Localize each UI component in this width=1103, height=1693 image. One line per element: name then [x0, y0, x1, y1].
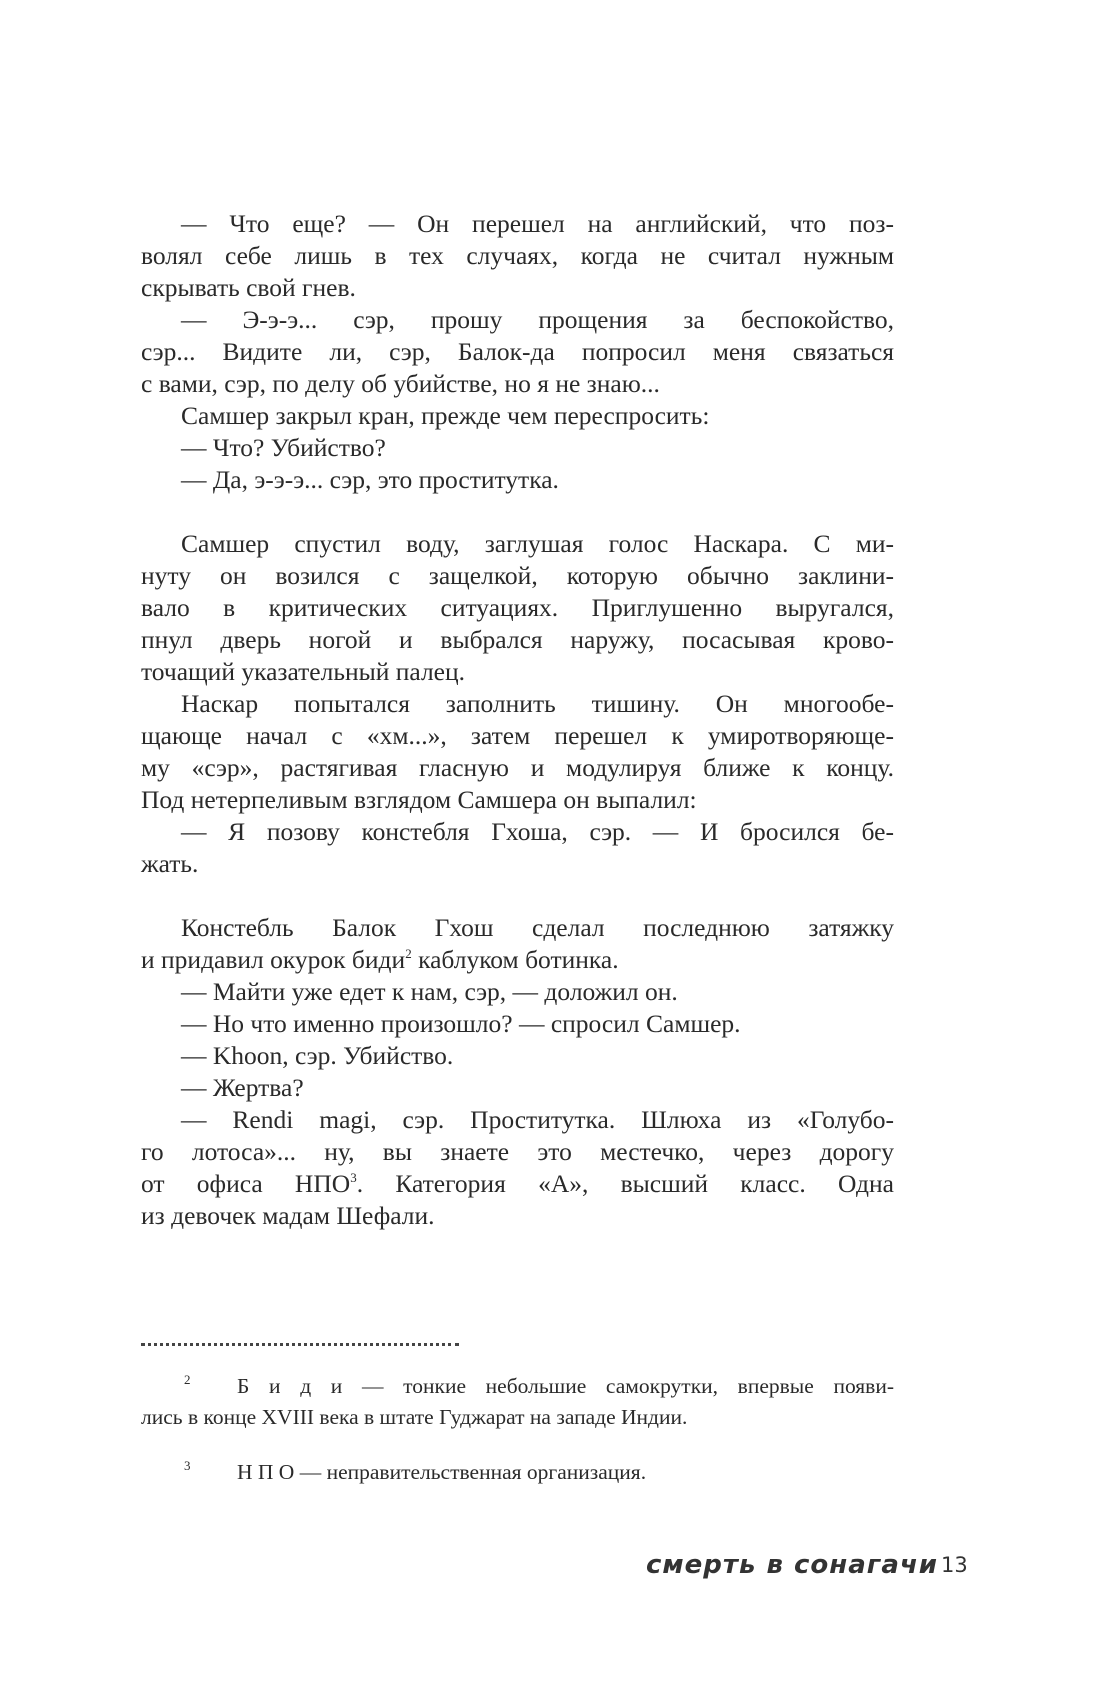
text-line: — Я позову констебля Гхоша, сэр. — И бросился бе- [181, 817, 894, 846]
footnote-text: Н П О — неправительственная организация. [237, 1460, 647, 1484]
text-line: Под нетерпеливым взглядом Самшера он выпалил: [141, 785, 697, 814]
footnote-text: лись в конце XVIII века в штате Гуджарат на западе Индии. [141, 1405, 688, 1429]
footnote-ref[interactable]: 3 [350, 1170, 357, 1185]
text-line: Наскар попытался заполнить тишину. Он многообе- [181, 689, 894, 718]
text-line: из девочек мадам Шефали. [141, 1201, 435, 1230]
footnote-number: 2 [184, 1372, 191, 1387]
text-line: щающе начал с «хм...», затем перешел к умиротворяюще- [141, 721, 894, 750]
footnote-separator [141, 1343, 459, 1346]
text-line: — Майти уже едет к нам, сэр, — доложил он. [181, 977, 678, 1006]
text-span: от офиса НПО [141, 1169, 351, 1198]
text-line [141, 944, 894, 976]
text-line: му «сэр», растягивая гласную и модулируя ближе к концу. [141, 753, 894, 782]
text-line: скрывать свой гнев. [141, 273, 356, 302]
text-line: Самшер спустил воду, заглушая голос Наскара. С ми- [181, 529, 894, 558]
text-line: — Да, э-э-э... сэр, это проститутка. [181, 465, 559, 494]
text-line: волял себе лишь в тех случаях, когда не считал нужным [141, 241, 894, 270]
text-span: . Категория «А», высший класс. Одна [356, 1169, 894, 1198]
text-line [141, 1168, 894, 1200]
text-line: — Но что именно произошло? — спросил Самшер. [181, 1009, 741, 1038]
text-line: — Э-э-э... сэр, прошу прощения за беспокойство, [181, 305, 894, 334]
text-line: — Rendi magi, сэр. Проститутка. Шлюха из «Голубо- [181, 1105, 894, 1134]
text-line: Констебль Балок Гхош сделал последнюю затяжку [181, 913, 894, 942]
text-line: — Что еще? — Он перешел на английский, что поз- [181, 209, 894, 238]
text-line: вало в критических ситуациях. Приглушенно выругался, [141, 593, 894, 622]
text-line: — Что? Убийство? [181, 433, 386, 462]
text-line: го лотоса»... ну, вы знаете это местечко, через дорогу [141, 1137, 894, 1166]
text-line: нуту он возился с защелкой, которую обычно заклини- [141, 561, 894, 590]
text-line: с вами, сэр, по делу об убийстве, но я не знаю... [141, 369, 660, 398]
text-line: точащий указательный палец. [141, 657, 466, 686]
text-line: пнул дверь ногой и выбрался наружу, посасывая крово- [141, 625, 894, 654]
text-span: и придавил окурок биди [141, 945, 406, 974]
text-span: каблуком ботинка. [411, 945, 619, 974]
running-footer-title: смерть в сонагачи [646, 1550, 938, 1580]
text-line: — Жертва? [181, 1073, 304, 1102]
text-line: сэр... Видите ли, сэр, Балок-да попросил меня связаться [141, 337, 894, 366]
footnote-number: 3 [184, 1458, 191, 1473]
footnote-text: Б и д и — тонкие небольшие самокрутки, впервые появи- [237, 1374, 894, 1398]
page-number: 13 [941, 1553, 968, 1577]
text-line: жать. [141, 849, 199, 878]
text-line: Самшер закрыл кран, прежде чем переспросить: [181, 401, 710, 430]
footnote-ref[interactable]: 2 [405, 946, 412, 961]
text-line: — Khoon, сэр. Убийство. [181, 1041, 454, 1070]
